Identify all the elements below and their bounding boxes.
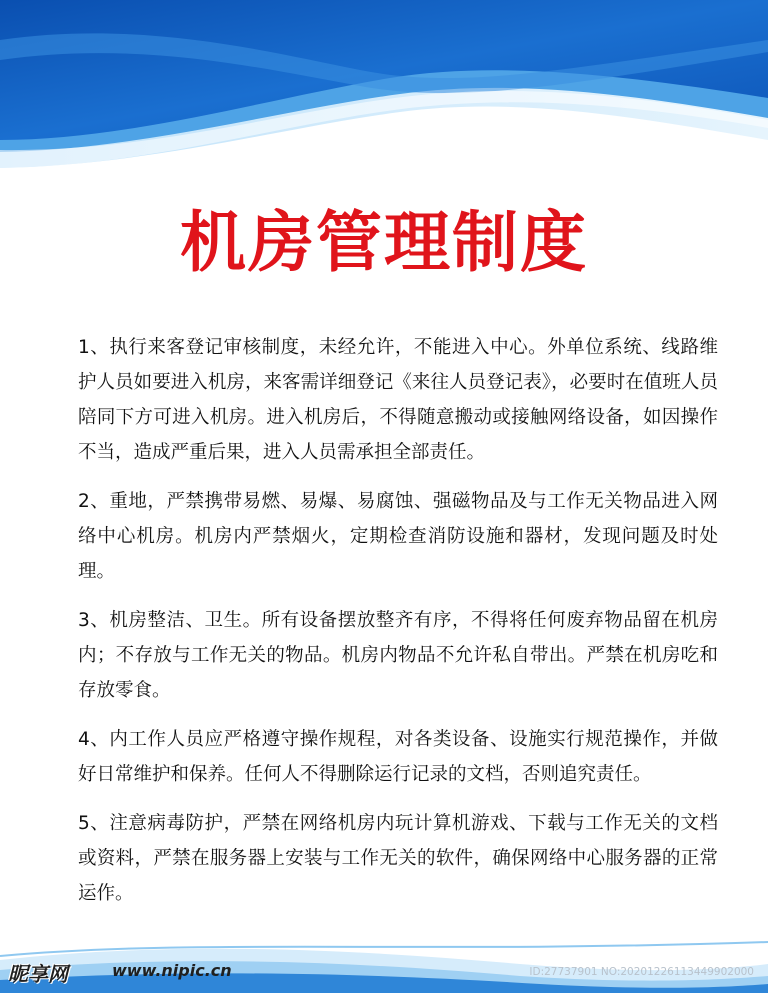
rules-list [78,330,718,925]
watermark-id: ID:27737901 NO:20201226113449902000 [529,966,754,978]
rule-item: 2、重地，严禁携带易燃、易爆、易腐蚀、强磁物品及与工作无关物品进入网络中心机房。机房内严禁烟火，定期检查消防设施和器材，发现问题及时处理。 [78,491,718,582]
header-wave-decoration [0,0,768,200]
rule-item: 4、内工作人员应严格遵守操作规程，对各类设备、设施实行规范操作，并做好日常维护和保养。任何人不得删除运行记录的文档，否则追究责任。 [78,729,718,785]
watermark-url: www.nipic.cn [112,961,232,980]
watermark-logo: 昵享网 [8,962,68,986]
page-title: 机房管理制度 [180,204,588,281]
rule-item: 5、注意病毒防护，严禁在网络机房内玩计算机游戏、下载与工作无关的文档或资料，严禁在服务器上安装与工作无关的软件，确保网络中心服务器的正常运作。 [78,813,718,904]
footer-wave-decoration [0,920,768,993]
rule-item: 3、机房整洁、卫生。所有设备摆放整齐有序，不得将任何废弃物品留在机房内；不存放与工作无关的物品。机房内物品不允许私自带出。严禁在机房吃和存放零食。 [78,610,718,701]
rule-item: 1、执行来客登记审核制度，未经允许，不能进入中心。外单位系统、线路维护人员如要进入机房，来客需详细登记《来往人员登记表》，必要时在值班人员陪同下方可进入机房。进入机房后，不得随意搬动或接触网络设备，如因操作不当，造成严重后果，进入人员需承担全部责任。 [78,337,718,463]
